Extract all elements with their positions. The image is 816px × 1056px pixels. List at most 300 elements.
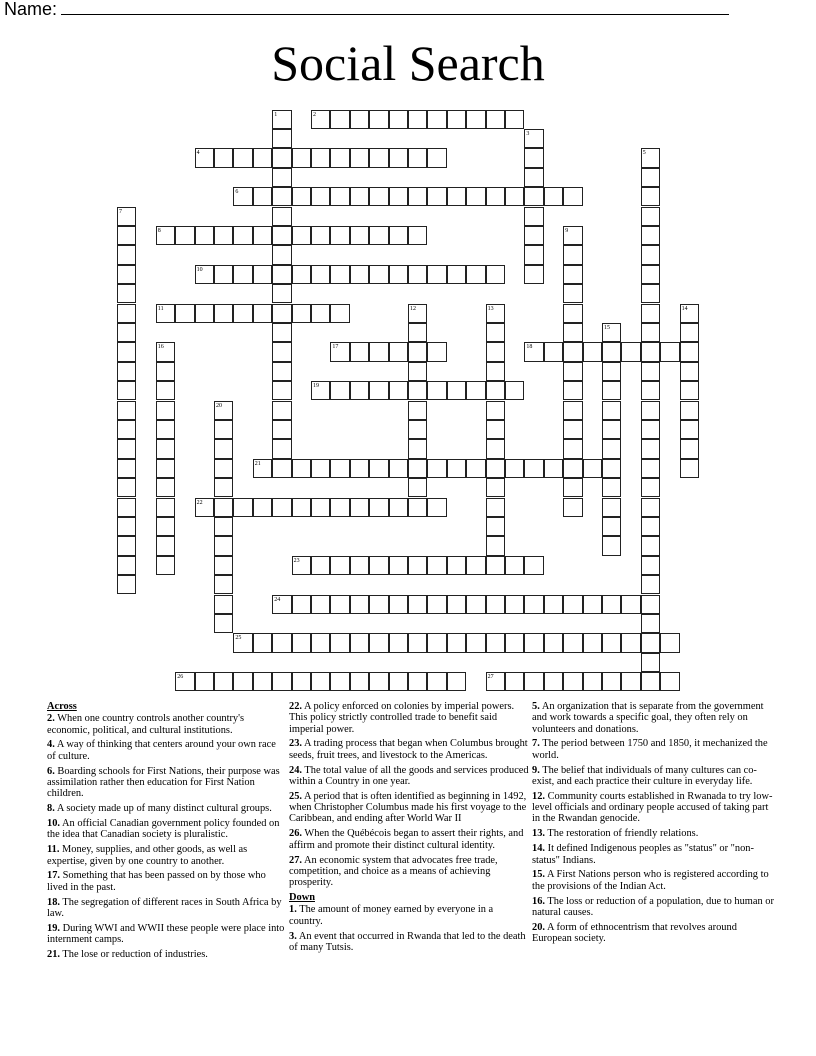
grid-cell[interactable]: [544, 187, 563, 206]
grid-cell[interactable]: [563, 284, 582, 303]
grid-cell[interactable]: [330, 187, 349, 206]
grid-cell[interactable]: [311, 148, 330, 167]
grid-cell[interactable]: [117, 556, 136, 575]
grid-cell[interactable]: [563, 323, 582, 342]
grid-cell[interactable]: [427, 498, 446, 517]
grid-cell[interactable]: [214, 595, 233, 614]
grid-cell[interactable]: [272, 342, 291, 361]
grid-cell[interactable]: [389, 672, 408, 691]
grid-cell[interactable]: [680, 439, 699, 458]
grid-cell[interactable]: [486, 556, 505, 575]
grid-cell[interactable]: [641, 245, 660, 264]
grid-cell[interactable]: [486, 110, 505, 129]
grid-cell[interactable]: [466, 381, 485, 400]
grid-cell[interactable]: [350, 265, 369, 284]
grid-cell[interactable]: [311, 595, 330, 614]
grid-cell[interactable]: [272, 304, 291, 323]
grid-cell[interactable]: [350, 342, 369, 361]
grid-cell[interactable]: [486, 187, 505, 206]
grid-cell[interactable]: [427, 187, 446, 206]
grid-cell[interactable]: [680, 323, 699, 342]
grid-cell[interactable]: [641, 207, 660, 226]
grid-cell[interactable]: [117, 342, 136, 361]
grid-cell[interactable]: [330, 265, 349, 284]
grid-cell[interactable]: [680, 420, 699, 439]
grid-cell[interactable]: [563, 672, 582, 691]
grid-cell[interactable]: [524, 595, 543, 614]
grid-cell[interactable]: [408, 187, 427, 206]
grid-cell[interactable]: [583, 459, 602, 478]
grid-cell[interactable]: [505, 633, 524, 652]
grid-cell[interactable]: [369, 226, 388, 245]
grid-cell[interactable]: [195, 265, 214, 284]
grid-cell[interactable]: [486, 381, 505, 400]
grid-cell[interactable]: [505, 187, 524, 206]
grid-cell[interactable]: [447, 265, 466, 284]
grid-cell[interactable]: [486, 362, 505, 381]
grid-cell[interactable]: [408, 672, 427, 691]
grid-cell[interactable]: [486, 439, 505, 458]
grid-cell[interactable]: [311, 187, 330, 206]
grid-cell[interactable]: [369, 265, 388, 284]
grid-cell[interactable]: [641, 420, 660, 439]
grid-cell[interactable]: [602, 420, 621, 439]
grid-cell[interactable]: [272, 284, 291, 303]
grid-cell[interactable]: [214, 536, 233, 555]
grid-cell[interactable]: [427, 265, 446, 284]
grid-cell[interactable]: [195, 226, 214, 245]
grid-cell[interactable]: [408, 226, 427, 245]
grid-cell[interactable]: [292, 148, 311, 167]
grid-cell[interactable]: [486, 478, 505, 497]
grid-cell[interactable]: [350, 672, 369, 691]
grid-cell[interactable]: [602, 595, 621, 614]
grid-cell[interactable]: [369, 595, 388, 614]
grid-cell[interactable]: [292, 595, 311, 614]
grid-cell[interactable]: [621, 633, 640, 652]
grid-cell[interactable]: [214, 439, 233, 458]
grid-cell[interactable]: [486, 672, 505, 691]
grid-cell[interactable]: [311, 498, 330, 517]
grid-cell[interactable]: [350, 459, 369, 478]
grid-cell[interactable]: [311, 265, 330, 284]
grid-cell[interactable]: [641, 381, 660, 400]
grid-cell[interactable]: [233, 633, 252, 652]
grid-cell[interactable]: [350, 148, 369, 167]
grid-cell[interactable]: [621, 672, 640, 691]
grid-cell[interactable]: [486, 304, 505, 323]
grid-cell[interactable]: [214, 556, 233, 575]
grid-cell[interactable]: [175, 304, 194, 323]
grid-cell[interactable]: [272, 459, 291, 478]
grid-cell[interactable]: [330, 459, 349, 478]
grid-cell[interactable]: [466, 633, 485, 652]
grid-cell[interactable]: [253, 672, 272, 691]
grid-cell[interactable]: [195, 498, 214, 517]
grid-cell[interactable]: [156, 362, 175, 381]
grid-cell[interactable]: [369, 556, 388, 575]
grid-cell[interactable]: [466, 265, 485, 284]
grid-cell[interactable]: [408, 265, 427, 284]
grid-cell[interactable]: [292, 459, 311, 478]
grid-cell[interactable]: [427, 595, 446, 614]
grid-cell[interactable]: [389, 595, 408, 614]
grid-cell[interactable]: [350, 633, 369, 652]
grid-cell[interactable]: [233, 187, 252, 206]
grid-cell[interactable]: [214, 575, 233, 594]
grid-cell[interactable]: [583, 342, 602, 361]
grid-cell[interactable]: [447, 459, 466, 478]
grid-cell[interactable]: [350, 110, 369, 129]
grid-cell[interactable]: [214, 498, 233, 517]
grid-cell[interactable]: [505, 381, 524, 400]
grid-cell[interactable]: [156, 556, 175, 575]
grid-cell[interactable]: [563, 381, 582, 400]
grid-cell[interactable]: [524, 187, 543, 206]
grid-cell[interactable]: [369, 459, 388, 478]
grid-cell[interactable]: [427, 342, 446, 361]
grid-cell[interactable]: [330, 148, 349, 167]
grid-cell[interactable]: [408, 323, 427, 342]
grid-cell[interactable]: [563, 304, 582, 323]
grid-cell[interactable]: [214, 148, 233, 167]
grid-cell[interactable]: [292, 672, 311, 691]
grid-cell[interactable]: [233, 304, 252, 323]
grid-cell[interactable]: [486, 498, 505, 517]
grid-cell[interactable]: [641, 342, 660, 361]
grid-cell[interactable]: [214, 459, 233, 478]
grid-cell[interactable]: [486, 420, 505, 439]
grid-cell[interactable]: [214, 517, 233, 536]
grid-cell[interactable]: [117, 439, 136, 458]
grid-cell[interactable]: [389, 226, 408, 245]
grid-cell[interactable]: [602, 633, 621, 652]
grid-cell[interactable]: [641, 362, 660, 381]
grid-cell[interactable]: [350, 556, 369, 575]
grid-cell[interactable]: [117, 459, 136, 478]
grid-cell[interactable]: [641, 401, 660, 420]
grid-cell[interactable]: [602, 459, 621, 478]
grid-cell[interactable]: [602, 672, 621, 691]
grid-cell[interactable]: [447, 110, 466, 129]
grid-cell[interactable]: [408, 401, 427, 420]
grid-cell[interactable]: [583, 672, 602, 691]
grid-cell[interactable]: [447, 672, 466, 691]
grid-cell[interactable]: [486, 323, 505, 342]
grid-cell[interactable]: [680, 459, 699, 478]
grid-cell[interactable]: [408, 148, 427, 167]
grid-cell[interactable]: [369, 672, 388, 691]
grid-cell[interactable]: [466, 556, 485, 575]
grid-cell[interactable]: [602, 517, 621, 536]
grid-cell[interactable]: [563, 420, 582, 439]
grid-cell[interactable]: [389, 633, 408, 652]
grid-cell[interactable]: [408, 110, 427, 129]
grid-cell[interactable]: [330, 672, 349, 691]
grid-cell[interactable]: [680, 304, 699, 323]
grid-cell[interactable]: [330, 110, 349, 129]
grid-cell[interactable]: [641, 556, 660, 575]
grid-cell[interactable]: [214, 672, 233, 691]
grid-cell[interactable]: [253, 265, 272, 284]
grid-cell[interactable]: [214, 226, 233, 245]
grid-cell[interactable]: [524, 556, 543, 575]
grid-cell[interactable]: [117, 498, 136, 517]
grid-cell[interactable]: [641, 575, 660, 594]
grid-cell[interactable]: [641, 148, 660, 167]
grid-cell[interactable]: [330, 498, 349, 517]
grid-cell[interactable]: [505, 110, 524, 129]
grid-cell[interactable]: [311, 459, 330, 478]
grid-cell[interactable]: [447, 187, 466, 206]
grid-cell[interactable]: [389, 148, 408, 167]
grid-cell[interactable]: [641, 226, 660, 245]
grid-cell[interactable]: [272, 633, 291, 652]
grid-cell[interactable]: [427, 459, 446, 478]
grid-cell[interactable]: [272, 672, 291, 691]
grid-cell[interactable]: [369, 633, 388, 652]
grid-cell[interactable]: [272, 362, 291, 381]
grid-cell[interactable]: [272, 110, 291, 129]
grid-cell[interactable]: [486, 517, 505, 536]
grid-cell[interactable]: [544, 342, 563, 361]
grid-cell[interactable]: [330, 595, 349, 614]
grid-cell[interactable]: [660, 342, 679, 361]
grid-cell[interactable]: [427, 110, 446, 129]
grid-cell[interactable]: [602, 323, 621, 342]
grid-cell[interactable]: [408, 381, 427, 400]
grid-cell[interactable]: [272, 439, 291, 458]
grid-cell[interactable]: [311, 672, 330, 691]
grid-cell[interactable]: [602, 342, 621, 361]
grid-cell[interactable]: [253, 459, 272, 478]
grid-cell[interactable]: [602, 498, 621, 517]
grid-cell[interactable]: [447, 595, 466, 614]
grid-cell[interactable]: [214, 478, 233, 497]
grid-cell[interactable]: [253, 148, 272, 167]
grid-cell[interactable]: [369, 381, 388, 400]
grid-cell[interactable]: [117, 517, 136, 536]
grid-cell[interactable]: [641, 595, 660, 614]
grid-cell[interactable]: [466, 595, 485, 614]
grid-cell[interactable]: [156, 478, 175, 497]
grid-cell[interactable]: [408, 556, 427, 575]
grid-cell[interactable]: [563, 459, 582, 478]
grid-cell[interactable]: [156, 381, 175, 400]
grid-cell[interactable]: [641, 323, 660, 342]
grid-cell[interactable]: [311, 556, 330, 575]
grid-cell[interactable]: [272, 265, 291, 284]
grid-cell[interactable]: [486, 265, 505, 284]
grid-cell[interactable]: [427, 381, 446, 400]
grid-cell[interactable]: [272, 401, 291, 420]
grid-cell[interactable]: [602, 381, 621, 400]
grid-cell[interactable]: [563, 498, 582, 517]
grid-cell[interactable]: [427, 556, 446, 575]
grid-cell[interactable]: [117, 265, 136, 284]
grid-cell[interactable]: [272, 129, 291, 148]
grid-cell[interactable]: [447, 556, 466, 575]
grid-cell[interactable]: [389, 459, 408, 478]
grid-cell[interactable]: [272, 498, 291, 517]
grid-cell[interactable]: [350, 226, 369, 245]
grid-cell[interactable]: [214, 614, 233, 633]
grid-cell[interactable]: [117, 575, 136, 594]
grid-cell[interactable]: [253, 187, 272, 206]
grid-cell[interactable]: [389, 556, 408, 575]
grid-cell[interactable]: [680, 381, 699, 400]
grid-cell[interactable]: [641, 304, 660, 323]
grid-cell[interactable]: [272, 207, 291, 226]
grid-cell[interactable]: [486, 401, 505, 420]
grid-cell[interactable]: [427, 672, 446, 691]
grid-cell[interactable]: [641, 168, 660, 187]
grid-cell[interactable]: [389, 265, 408, 284]
grid-cell[interactable]: [156, 420, 175, 439]
grid-cell[interactable]: [272, 187, 291, 206]
grid-cell[interactable]: [524, 129, 543, 148]
grid-cell[interactable]: [563, 439, 582, 458]
grid-cell[interactable]: [524, 342, 543, 361]
grid-cell[interactable]: [369, 187, 388, 206]
grid-cell[interactable]: [583, 595, 602, 614]
grid-cell[interactable]: [292, 556, 311, 575]
grid-cell[interactable]: [156, 401, 175, 420]
grid-cell[interactable]: [466, 110, 485, 129]
grid-cell[interactable]: [621, 595, 640, 614]
grid-cell[interactable]: [350, 498, 369, 517]
grid-cell[interactable]: [660, 633, 679, 652]
grid-cell[interactable]: [505, 459, 524, 478]
grid-cell[interactable]: [641, 265, 660, 284]
grid-cell[interactable]: [563, 478, 582, 497]
grid-cell[interactable]: [641, 187, 660, 206]
grid-cell[interactable]: [486, 459, 505, 478]
grid-cell[interactable]: [369, 342, 388, 361]
grid-cell[interactable]: [292, 265, 311, 284]
grid-cell[interactable]: [408, 595, 427, 614]
grid-cell[interactable]: [641, 633, 660, 652]
grid-cell[interactable]: [408, 439, 427, 458]
grid-cell[interactable]: [524, 265, 543, 284]
grid-cell[interactable]: [583, 633, 602, 652]
grid-cell[interactable]: [641, 653, 660, 672]
grid-cell[interactable]: [117, 536, 136, 555]
grid-cell[interactable]: [156, 342, 175, 361]
grid-cell[interactable]: [505, 556, 524, 575]
grid-cell[interactable]: [156, 498, 175, 517]
grid-cell[interactable]: [195, 304, 214, 323]
grid-cell[interactable]: [272, 226, 291, 245]
grid-cell[interactable]: [466, 459, 485, 478]
grid-cell[interactable]: [292, 187, 311, 206]
grid-cell[interactable]: [544, 595, 563, 614]
grid-cell[interactable]: [195, 148, 214, 167]
grid-cell[interactable]: [311, 110, 330, 129]
grid-cell[interactable]: [214, 420, 233, 439]
grid-cell[interactable]: [369, 148, 388, 167]
grid-cell[interactable]: [427, 633, 446, 652]
grid-cell[interactable]: [660, 672, 679, 691]
grid-cell[interactable]: [389, 498, 408, 517]
grid-cell[interactable]: [117, 304, 136, 323]
grid-cell[interactable]: [524, 226, 543, 245]
grid-cell[interactable]: [641, 439, 660, 458]
grid-cell[interactable]: [156, 459, 175, 478]
grid-cell[interactable]: [175, 672, 194, 691]
grid-cell[interactable]: [117, 478, 136, 497]
grid-cell[interactable]: [505, 595, 524, 614]
grid-cell[interactable]: [214, 401, 233, 420]
grid-cell[interactable]: [602, 439, 621, 458]
grid-cell[interactable]: [408, 342, 427, 361]
grid-cell[interactable]: [233, 148, 252, 167]
grid-cell[interactable]: [156, 304, 175, 323]
grid-cell[interactable]: [272, 381, 291, 400]
grid-cell[interactable]: [505, 672, 524, 691]
grid-cell[interactable]: [680, 362, 699, 381]
grid-cell[interactable]: [330, 226, 349, 245]
grid-cell[interactable]: [272, 323, 291, 342]
grid-cell[interactable]: [408, 633, 427, 652]
grid-cell[interactable]: [369, 110, 388, 129]
grid-cell[interactable]: [214, 265, 233, 284]
grid-cell[interactable]: [253, 498, 272, 517]
grid-cell[interactable]: [253, 304, 272, 323]
grid-cell[interactable]: [563, 245, 582, 264]
grid-cell[interactable]: [272, 595, 291, 614]
grid-cell[interactable]: [175, 226, 194, 245]
grid-cell[interactable]: [563, 401, 582, 420]
grid-cell[interactable]: [117, 323, 136, 342]
grid-cell[interactable]: [408, 304, 427, 323]
grid-cell[interactable]: [117, 226, 136, 245]
grid-cell[interactable]: [311, 633, 330, 652]
grid-cell[interactable]: [272, 148, 291, 167]
grid-cell[interactable]: [602, 401, 621, 420]
grid-cell[interactable]: [641, 536, 660, 555]
grid-cell[interactable]: [563, 226, 582, 245]
grid-cell[interactable]: [641, 498, 660, 517]
grid-cell[interactable]: [544, 459, 563, 478]
grid-cell[interactable]: [389, 110, 408, 129]
grid-cell[interactable]: [195, 672, 214, 691]
grid-cell[interactable]: [311, 226, 330, 245]
grid-cell[interactable]: [253, 226, 272, 245]
grid-cell[interactable]: [602, 536, 621, 555]
grid-cell[interactable]: [408, 478, 427, 497]
grid-cell[interactable]: [427, 148, 446, 167]
grid-cell[interactable]: [330, 342, 349, 361]
grid-cell[interactable]: [272, 168, 291, 187]
grid-cell[interactable]: [233, 226, 252, 245]
grid-cell[interactable]: [117, 284, 136, 303]
grid-cell[interactable]: [233, 672, 252, 691]
grid-cell[interactable]: [311, 381, 330, 400]
grid-cell[interactable]: [330, 556, 349, 575]
grid-cell[interactable]: [486, 342, 505, 361]
grid-cell[interactable]: [466, 187, 485, 206]
grid-cell[interactable]: [233, 498, 252, 517]
grid-cell[interactable]: [330, 633, 349, 652]
grid-cell[interactable]: [602, 478, 621, 497]
grid-cell[interactable]: [117, 245, 136, 264]
grid-cell[interactable]: [350, 381, 369, 400]
grid-cell[interactable]: [389, 342, 408, 361]
grid-cell[interactable]: [156, 517, 175, 536]
grid-cell[interactable]: [447, 633, 466, 652]
grid-cell[interactable]: [641, 284, 660, 303]
